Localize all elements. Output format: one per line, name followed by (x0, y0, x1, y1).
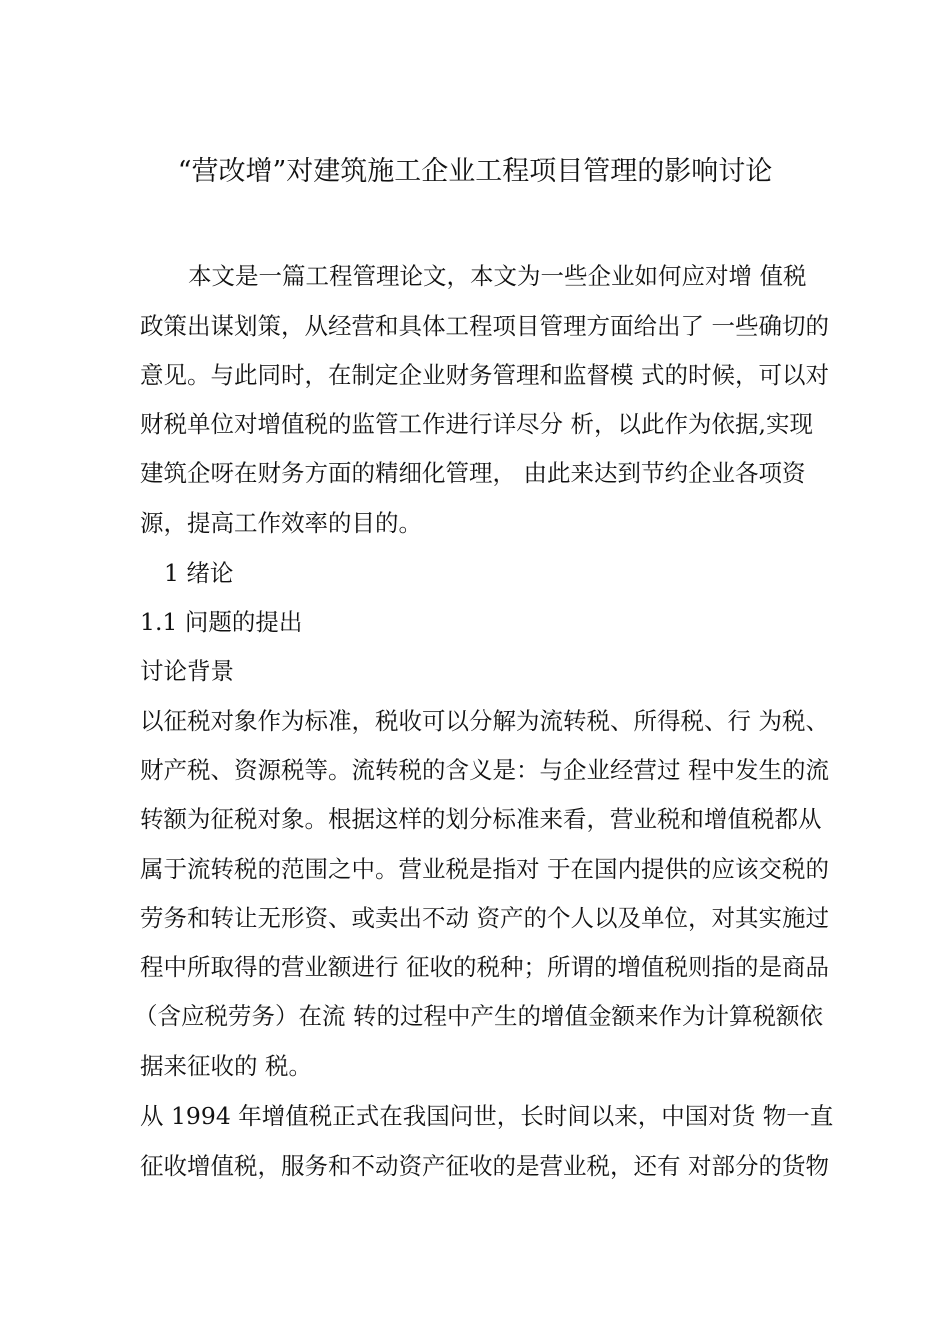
paragraph-line: 程中所取得的营业额进行 征收的税种；所谓的增值税则指的是商品 (140, 953, 829, 981)
paragraph-line: 征收增值税，服务和不动资产征收的是营业税，还有 对部分的货物 (140, 1152, 829, 1180)
paragraph-line: 政策出谋划策，从经营和具体工程项目管理方面给出了 一些确切的 (140, 312, 829, 340)
subsection-heading: 1.1 问题的提出 (140, 608, 303, 636)
paragraph-line: 转额为征税对象。根据这样的划分标准来看，营业税和增值税都从 (140, 805, 822, 833)
section-heading: 1 绪论 (164, 559, 234, 587)
paragraph-line: 属于流转税的范围之中。营业税是指对 于在国内提供的应该交税的 (140, 855, 829, 883)
paragraph-line: 财税单位对增值税的监管工作进行详尽分 析，以此作为依据,实现 (140, 410, 813, 438)
paragraph-line: 据来征收的 税。 (140, 1052, 312, 1080)
paragraph-line: 源，提高工作效率的目的。 (140, 509, 422, 537)
paragraph-line: 建筑企呀在财务方面的精细化管理， 由此来达到节约企业各项资 (140, 459, 806, 487)
paragraph-line: 从 1994 年增值税正式在我国问世，长时间以来，中国对货 物一直 (140, 1102, 834, 1130)
subheading: 讨论背景 (140, 657, 234, 685)
paragraph-line: 以征税对象作为标准，税收可以分解为流转税、所得税、行 为税、 (140, 707, 829, 735)
paragraph-line: 劳务和转让无形资、或卖出不动 资产的个人以及单位，对其实施过 (140, 904, 829, 932)
paragraph-line: （含应税劳务）在流 转的过程中产生的增值金额来作为计算税额依 (134, 1002, 823, 1030)
paragraph-line: 财产税、资源税等。流转税的含义是：与企业经营过 程中发生的流 (140, 756, 829, 784)
document-title: “营改增”对建筑施工企业工程项目管理的影响讨论 (177, 156, 773, 187)
paragraph-line: 意见。与此同时，在制定企业财务管理和监督模 式的时候，可以对 (140, 361, 829, 389)
paragraph-line: 本文是一篇工程管理论文，本文为一些企业如何应对增 值税 (188, 262, 807, 290)
